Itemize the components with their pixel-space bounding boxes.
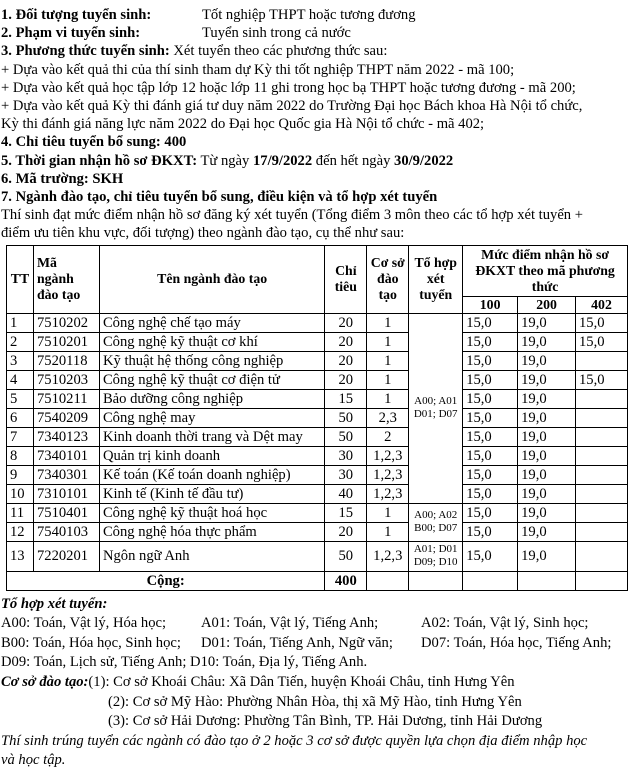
section-7-desc: điểm ưu tiên khu vực, đối tượng) theo ngành đào tạo, cụ thể như sau:	[1, 225, 405, 242]
cell-quota: 50	[325, 408, 367, 427]
cell-tt: 6	[7, 408, 34, 427]
cell-score-402	[576, 541, 628, 571]
cell-campus: 1	[367, 370, 409, 389]
cell-score-402: 15,0	[576, 370, 628, 389]
legend-line-3: D09: Toán, Lịch sử, Tiếng Anh; D10: Toán, Địa lý, Tiếng Anh.	[1, 654, 368, 671]
cell-score-402	[576, 484, 628, 503]
cell-name: Kỹ thuật hệ thống công nghiệp	[99, 351, 324, 370]
cell-tt: 1	[7, 313, 34, 332]
section-5-to: 30/9/2022	[394, 152, 454, 169]
cell-campus: 1	[367, 332, 409, 351]
total-empty	[518, 571, 576, 590]
campus-title: Cơ sở đào tạo:	[1, 674, 89, 691]
cell-score-200: 19,0	[518, 389, 576, 408]
section-3-item: + Dựa vào kết quả Kỳ thi đánh giá tư duy năm 2022 do Trường Đại học Bách khoa Hà Nội tổ chức,	[1, 98, 583, 115]
table-row	[7, 522, 628, 541]
cell-tt: 11	[7, 503, 34, 522]
header-campus: Cơ sở đào tạo	[367, 245, 409, 313]
total-label: Cộng:	[7, 571, 325, 590]
section-3-item: Kỳ thi đánh giá năng lực năm 2022 do Đại học Quốc gia Hà Nội tổ chức - mã 402;	[1, 116, 485, 133]
cell-code: 7510202	[33, 313, 99, 332]
total-empty	[576, 571, 628, 590]
cell-name: Công nghệ kỹ thuật cơ điện tử	[99, 370, 324, 389]
cell-score-402: 15,0	[576, 332, 628, 351]
cell-tt: 8	[7, 446, 34, 465]
cell-score-100: 15,0	[463, 522, 518, 541]
legend-line-1	[1, 614, 636, 634]
cell-code: 7540209	[33, 408, 99, 427]
cell-name: Quản trị kinh doanh	[99, 446, 324, 465]
legend-item: B00: Toán, Hóa học, Sinh học;	[1, 634, 181, 651]
cell-score-100: 15,0	[463, 408, 518, 427]
combo-text: D09; D10	[413, 556, 458, 569]
section-2-value: Tuyển sinh trong cả nước	[202, 25, 351, 42]
cell-code: 7220201	[33, 541, 99, 571]
cell-code: 7310101	[33, 484, 99, 503]
total-empty	[463, 571, 518, 590]
cell-score-200: 19,0	[518, 503, 576, 522]
cell-score-100: 15,0	[463, 541, 518, 571]
legend-item: A00: Toán, Vật lý, Hóa học;	[1, 615, 167, 632]
header-name: Tên ngành đào tạo	[99, 245, 324, 313]
cell-score-402	[576, 522, 628, 541]
cell-score-100: 15,0	[463, 503, 518, 522]
table-row	[7, 465, 628, 484]
cell-quota: 20	[325, 313, 367, 332]
cell-campus: 1	[367, 389, 409, 408]
table-header-row	[7, 245, 628, 296]
cell-score-200: 19,0	[518, 408, 576, 427]
table-row	[7, 351, 628, 370]
header-code: Mã ngành đào tạo	[33, 245, 99, 313]
cell-code: 7510211	[33, 389, 99, 408]
cell-score-402	[576, 408, 628, 427]
section-2	[1, 24, 636, 42]
combo-text: A00; A01	[414, 395, 458, 408]
legend-title: Tổ hợp xét tuyển:	[1, 595, 108, 612]
cell-score-100: 15,0	[463, 446, 518, 465]
cell-quota: 20	[325, 522, 367, 541]
cell-score-100: 15,0	[463, 332, 518, 351]
cell-score-402	[576, 446, 628, 465]
table-row	[7, 332, 628, 351]
section-4: 4. Chỉ tiêu tuyển bổ sung: 400	[1, 134, 187, 151]
cell-tt: 2	[7, 332, 34, 351]
cell-score-100: 15,0	[463, 389, 518, 408]
header-tt: TT	[7, 245, 34, 313]
cell-code: 7340101	[33, 446, 99, 465]
cell-score-200: 19,0	[518, 332, 576, 351]
cell-score-200: 19,0	[518, 370, 576, 389]
cell-combo-group-2	[409, 503, 463, 541]
cell-code: 7510401	[33, 503, 99, 522]
cell-score-402	[576, 503, 628, 522]
cell-campus: 2,3	[367, 408, 409, 427]
cell-score-100: 15,0	[463, 370, 518, 389]
cell-code: 7520118	[33, 351, 99, 370]
cell-name: Công nghệ hóa thực phẩm	[99, 522, 324, 541]
section-5-from: 17/9/2022	[252, 152, 313, 169]
cell-quota: 30	[325, 465, 367, 484]
section-1-value: Tốt nghiệp THPT hoặc tương đương	[202, 7, 416, 23]
campus-1: (1): Cơ sở Khoái Châu: Xã Dân Tiến, huyện Khoái Châu, tỉnh Hưng Yên	[88, 674, 515, 691]
campus-2: (2): Cơ sở Mỹ Hào: Phường Nhân Hòa, thị xã Mỹ Hào, tỉnh Hưng Yên	[108, 693, 522, 710]
cell-tt: 9	[7, 465, 34, 484]
header-m200: 200	[518, 296, 576, 313]
combo-text: B00; D07	[414, 522, 458, 535]
section-3-value: Xét tuyển theo các phương thức sau:	[169, 43, 388, 60]
cell-score-100: 15,0	[463, 351, 518, 370]
cell-score-402	[576, 427, 628, 446]
cell-campus: 1	[367, 313, 409, 332]
cell-score-200: 19,0	[518, 351, 576, 370]
section-6: 6. Mã trường: SKH	[1, 170, 124, 187]
campus-line-1	[1, 673, 636, 693]
cell-score-100: 15,0	[463, 484, 518, 503]
cell-score-200: 19,0	[518, 313, 576, 332]
table-row	[7, 313, 628, 332]
combo-text: A01; D01	[413, 543, 458, 556]
cell-score-200: 19,0	[518, 446, 576, 465]
cell-tt: 7	[7, 427, 34, 446]
cell-campus: 2	[367, 427, 409, 446]
cell-name: Kinh doanh thời trang và Dệt may	[99, 427, 324, 446]
legend	[1, 595, 636, 771]
table-row	[7, 446, 628, 465]
cell-score-402	[576, 465, 628, 484]
table-row	[7, 427, 628, 446]
total-empty	[367, 571, 409, 590]
total-value: 400	[325, 571, 367, 590]
cell-code: 7510201	[33, 332, 99, 351]
cell-name: Bảo dưỡng công nghiệp	[99, 389, 324, 408]
cell-name: Công nghệ kỹ thuật hoá học	[99, 503, 324, 522]
total-empty	[409, 571, 463, 590]
cell-quota: 15	[325, 389, 367, 408]
header-m100: 100	[463, 296, 518, 313]
section-5-pre: Từ ngày	[197, 152, 253, 169]
cell-quota: 50	[325, 541, 367, 571]
header-m402: 402	[576, 296, 628, 313]
section-3-item: + Dựa vào kết quả học tập lớp 12 hoặc lớp 11 ghi trong học bạ THPT hoặc tương đương - mã 200;	[1, 79, 576, 96]
cell-code: 7510203	[33, 370, 99, 389]
cell-name: Công nghệ chế tạo máy	[99, 313, 324, 332]
combo-text: D01; D07	[413, 408, 458, 421]
cell-combo-group-1	[409, 313, 463, 503]
combo-text: A00; A02	[414, 509, 458, 522]
section-5	[1, 152, 636, 170]
cell-quota: 20	[325, 351, 367, 370]
header-score-title: Mức điểm nhận hồ sơ ĐKXT theo mã phương thức	[463, 245, 628, 296]
legend-item: A01: Toán, Vật lý, Tiếng Anh;	[201, 615, 379, 632]
cell-score-200: 19,0	[518, 465, 576, 484]
cell-score-402	[576, 351, 628, 370]
cell-score-100: 15,0	[463, 313, 518, 332]
cell-name: Kế toán (Kế toán doanh nghiệp)	[99, 465, 324, 484]
note-line-1: Thí sinh trúng tuyển các ngành có đào tạo ở 2 hoặc 3 cơ sở được quyền lựa chọn địa điểm nhập học	[1, 732, 588, 749]
legend-item: D01: Toán, Tiếng Anh, Ngữ văn;	[201, 634, 393, 651]
cell-score-100: 15,0	[463, 465, 518, 484]
admission-table	[6, 245, 628, 591]
cell-campus: 1	[367, 522, 409, 541]
table-row	[7, 389, 628, 408]
cell-score-402: 15,0	[576, 313, 628, 332]
cell-code: 7540103	[33, 522, 99, 541]
section-5-mid: đến hết ngày	[312, 152, 395, 169]
header-combo: Tổ hợp xét tuyển	[409, 245, 463, 313]
cell-campus: 1,2,3	[367, 484, 409, 503]
table-row	[7, 408, 628, 427]
cell-score-200: 19,0	[518, 484, 576, 503]
cell-quota: 20	[325, 370, 367, 389]
section-1	[1, 6, 636, 24]
cell-name: Công nghệ may	[99, 408, 324, 427]
cell-name: Công nghệ kỹ thuật cơ khí	[99, 332, 324, 351]
cell-quota: 30	[325, 446, 367, 465]
section-7: 7. Ngành đào tạo, chỉ tiêu tuyển bổ sung, điều kiện và tổ hợp xét tuyển	[1, 189, 438, 206]
cell-score-402	[576, 389, 628, 408]
cell-name: Ngôn ngữ Anh	[99, 541, 324, 571]
cell-quota: 40	[325, 484, 367, 503]
table-total-row	[7, 571, 628, 590]
cell-score-200: 19,0	[518, 522, 576, 541]
cell-tt: 10	[7, 484, 34, 503]
cell-score-200: 19,0	[518, 541, 576, 571]
cell-campus: 1,2,3	[367, 465, 409, 484]
section-1-label: 1. Đối tượng tuyển sinh:	[1, 7, 152, 23]
legend-item: D07: Toán, Hóa học, Tiếng Anh;	[421, 634, 612, 651]
cell-quota: 15	[325, 503, 367, 522]
cell-tt: 5	[7, 389, 34, 408]
cell-tt: 3	[7, 351, 34, 370]
header-quota: Chỉ tiêu	[325, 245, 367, 313]
cell-score-200: 19,0	[518, 427, 576, 446]
section-3-label: 3. Phương thức tuyển sinh:	[1, 43, 170, 60]
campus-3: (3): Cơ sở Hải Dương: Phường Tân Bình, TP. Hải Dương, tỉnh Hải Dương	[108, 713, 543, 730]
section-7-desc: Thí sinh đạt mức điểm nhận hồ sơ đăng ký xét tuyển (Tổng điểm 3 môn theo các tổ hợp xét tuyển +	[1, 207, 583, 224]
cell-code: 7340301	[33, 465, 99, 484]
cell-campus: 1	[367, 503, 409, 522]
table-row	[7, 484, 628, 503]
cell-quota: 20	[325, 332, 367, 351]
section-3-item: + Dựa vào kết quả thi của thí sinh tham dự Kỳ thi tốt nghiệp THPT năm 2022 - mã 100;	[1, 61, 515, 78]
section-3	[1, 42, 636, 60]
cell-campus: 1,2,3	[367, 446, 409, 465]
note-line-2: và học tập.	[1, 752, 66, 769]
table-row	[7, 370, 628, 389]
table-row	[7, 503, 628, 522]
legend-item: A02: Toán, Vật lý, Sinh học;	[421, 615, 589, 632]
section-2-label: 2. Phạm vi tuyển sinh:	[1, 25, 141, 42]
section-5-label: 5. Thời gian nhận hồ sơ ĐKXT:	[1, 152, 198, 169]
cell-campus: 1,2,3	[367, 541, 409, 571]
cell-name: Kinh tế (Kinh tế đầu tư)	[99, 484, 324, 503]
cell-code: 7340123	[33, 427, 99, 446]
cell-quota: 50	[325, 427, 367, 446]
cell-campus: 1	[367, 351, 409, 370]
cell-tt: 13	[7, 541, 34, 571]
cell-combo-group-3	[409, 541, 463, 571]
cell-tt: 4	[7, 370, 34, 389]
cell-tt: 12	[7, 522, 34, 541]
legend-line-2	[1, 634, 636, 654]
cell-score-100: 15,0	[463, 427, 518, 446]
table-row	[7, 541, 628, 571]
